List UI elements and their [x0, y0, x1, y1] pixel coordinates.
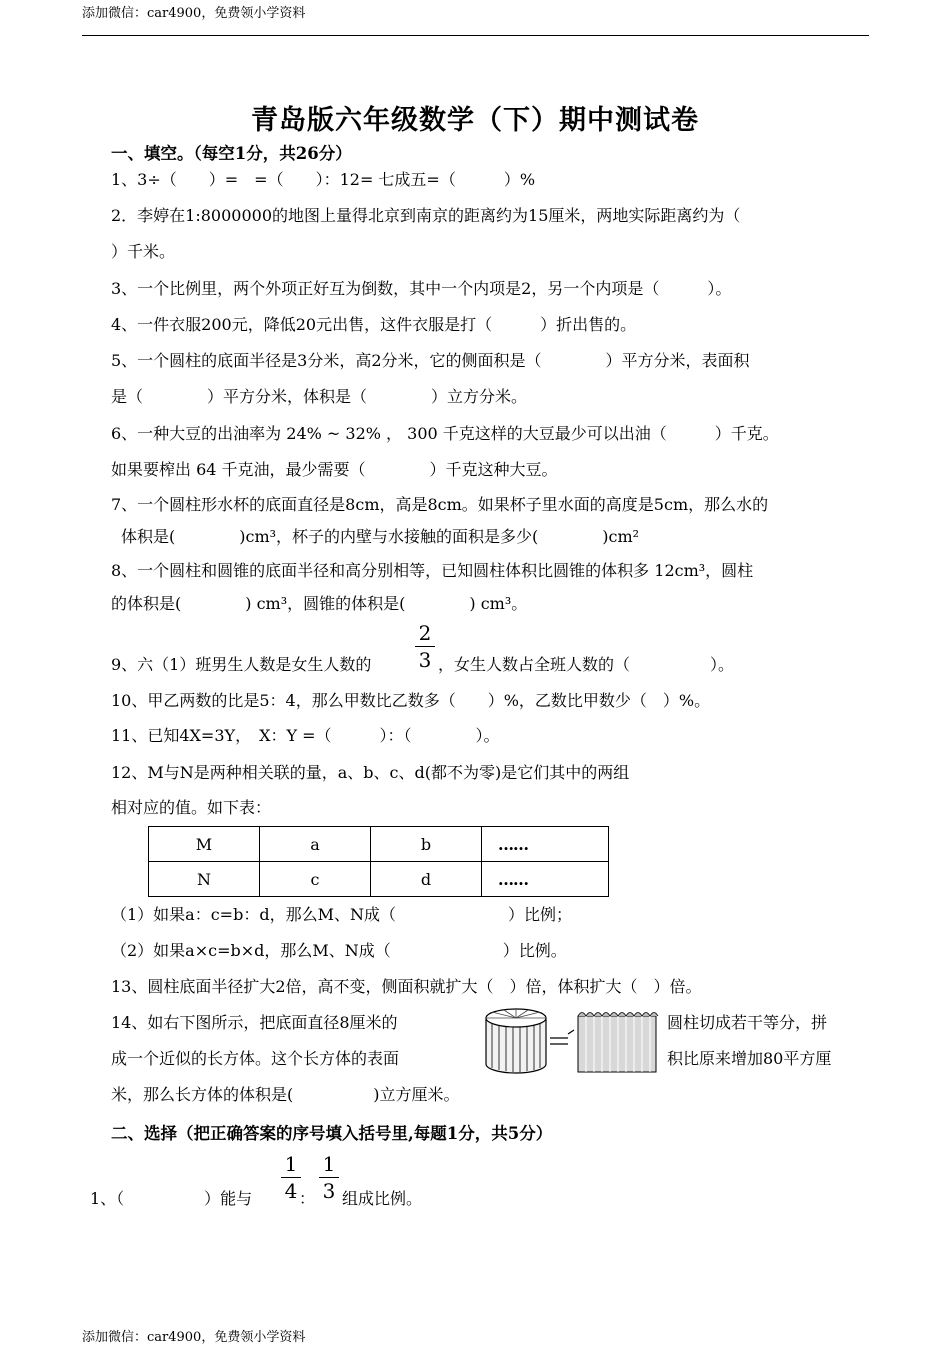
question-12-line2: 相对应的值。如下表：: [111, 798, 272, 817]
question-9-fraction: [415, 622, 435, 671]
question-9-pre: 9、六（1）班男生人数是女生人数的: [111, 655, 372, 674]
table-cell: N: [149, 862, 260, 897]
table-cell: a: [260, 827, 371, 862]
question-1: 1、3÷（ ）= =（ ）：12= 七成五=（ ）%: [111, 170, 536, 189]
fraction-numerator: 1: [322, 1152, 336, 1176]
question-14-line1-right: 圆柱切成若干等分，拼: [667, 1013, 828, 1032]
mn-table: [148, 826, 609, 897]
table-cell: d: [371, 862, 482, 897]
table-cell: M: [149, 827, 260, 862]
choice-1-fraction-a: [281, 1153, 301, 1202]
question-6-line2: 如果要榨出 64 千克油，最少需要（ ）千克这种大豆。: [111, 460, 558, 479]
question-7-line2: 体积是( )cm³，杯子的内壁与水接触的面积是多少( )cm²: [121, 527, 640, 546]
question-8-line1: 8、一个圆柱和圆锥的底面半径和高分别相等，已知圆柱体积比圆锥的体积多 12cm³，圆柱: [111, 561, 754, 580]
question-12-part2: （2）如果a×c=b×d，那么M、N成（ ）比例。: [111, 941, 567, 960]
question-3: 3、一个比例里，两个外项正好互为倒数，其中一个内项是2，另一个内项是（ ）。: [111, 279, 732, 298]
question-6-line1: 6、一种大豆的出油率为 24% ~ 32% ， 300 千克这样的大豆最少可以出油（ ）千克。: [111, 424, 779, 443]
question-9-post: ，女生人数占全班人数的（ ）。: [438, 655, 735, 674]
page-footer: 添加微信：car4900，免费领小学资料: [82, 1330, 306, 1345]
question-8-line2: 的体积是( ) cm³，圆锥的体积是( ) cm³。: [111, 594, 528, 613]
question-5-line1: 5、一个圆柱的底面半径是3分米，高2分米，它的侧面积是（ ）平方分米，表面积: [111, 351, 750, 370]
fraction-numerator: 2: [418, 621, 432, 645]
question-12-line1: 12、M与N是两种相关联的量，a、b、c、d(都不为零)是它们其中的两组: [111, 763, 630, 782]
question-14-line1-left: 14、如右下图所示，把底面直径8厘米的: [111, 1013, 398, 1032]
question-7-line1: 7、一个圆柱形水杯的底面直径是8cm，高是8cm。如果杯子里水面的高度是5cm，那么水的: [111, 495, 769, 514]
cuboid-illustration: [578, 1013, 658, 1073]
page-header: 添加微信：car4900，免费领小学资料: [82, 6, 306, 21]
section1-heading: 一、填空。（每空1分，共26分）: [111, 144, 352, 163]
equals-arrow-icon: [550, 1030, 574, 1044]
question-5-line2: 是（ ）平方分米，体积是（ ）立方分米。: [111, 387, 528, 406]
fraction-numerator: 1: [284, 1152, 298, 1176]
cut-cylinder-illustration: [486, 1009, 546, 1073]
fraction-bar: [281, 1177, 301, 1178]
fraction-denominator: 3: [322, 1179, 336, 1203]
page-title: 青岛版六年级数学（下）期中测试卷: [251, 105, 699, 136]
choice-1-post: 组成比例。: [342, 1189, 423, 1208]
table-cell: ……: [482, 862, 609, 897]
fraction-bar: [415, 646, 435, 647]
choice-1-fraction-b: [319, 1153, 339, 1202]
question-12-part1: （1）如果a：c=b：d，那么M、N成（ ）比例；: [111, 905, 572, 924]
choice-1-colon: ：: [299, 1189, 316, 1208]
question-2-line2: ）千米。: [111, 242, 176, 261]
question-11: 11、已知4X=3Y， X：Y =（ ）：（ ）。: [111, 726, 500, 745]
question-10: 10、甲乙两数的比是5：4，那么甲数比乙数多（ ）%，乙数比甲数少（ ）%。: [111, 691, 711, 710]
table-cell: b: [371, 827, 482, 862]
table-row: [149, 862, 609, 897]
choice-1-pre: 1、（ ）能与: [90, 1189, 253, 1208]
section2-heading: 二、选择（把正确答案的序号填入括号里,每题1分，共5分）: [111, 1124, 553, 1143]
question-14-line2-right: 积比原来增加80平方厘: [667, 1049, 832, 1068]
table-cell: c: [260, 862, 371, 897]
question-4: 4、一件衣服200元，降低20元出售，这件衣服是打（ ）折出售的。: [111, 315, 637, 334]
question-14-line2-left: 成一个近似的长方体。这个长方体的表面: [111, 1049, 400, 1068]
fraction-denominator: 4: [284, 1179, 298, 1203]
cylinder-to-cuboid-figure: [482, 1004, 664, 1076]
header-divider: [82, 35, 869, 36]
fraction-bar: [319, 1177, 339, 1178]
question-14-line3: 米，那么长方体的体积是( )立方厘米。: [111, 1085, 460, 1104]
table-row: [149, 827, 609, 862]
table-cell: ……: [482, 827, 609, 862]
question-2-line1: 2．李婷在1:8000000的地图上量得北京到南京的距离约为15厘米，两地实际距离约为（: [111, 206, 741, 225]
fraction-denominator: 3: [418, 648, 432, 672]
question-13: 13、圆柱底面半径扩大2倍，高不变，侧面积就扩大（ ）倍，体积扩大（ ）倍。: [111, 977, 702, 996]
